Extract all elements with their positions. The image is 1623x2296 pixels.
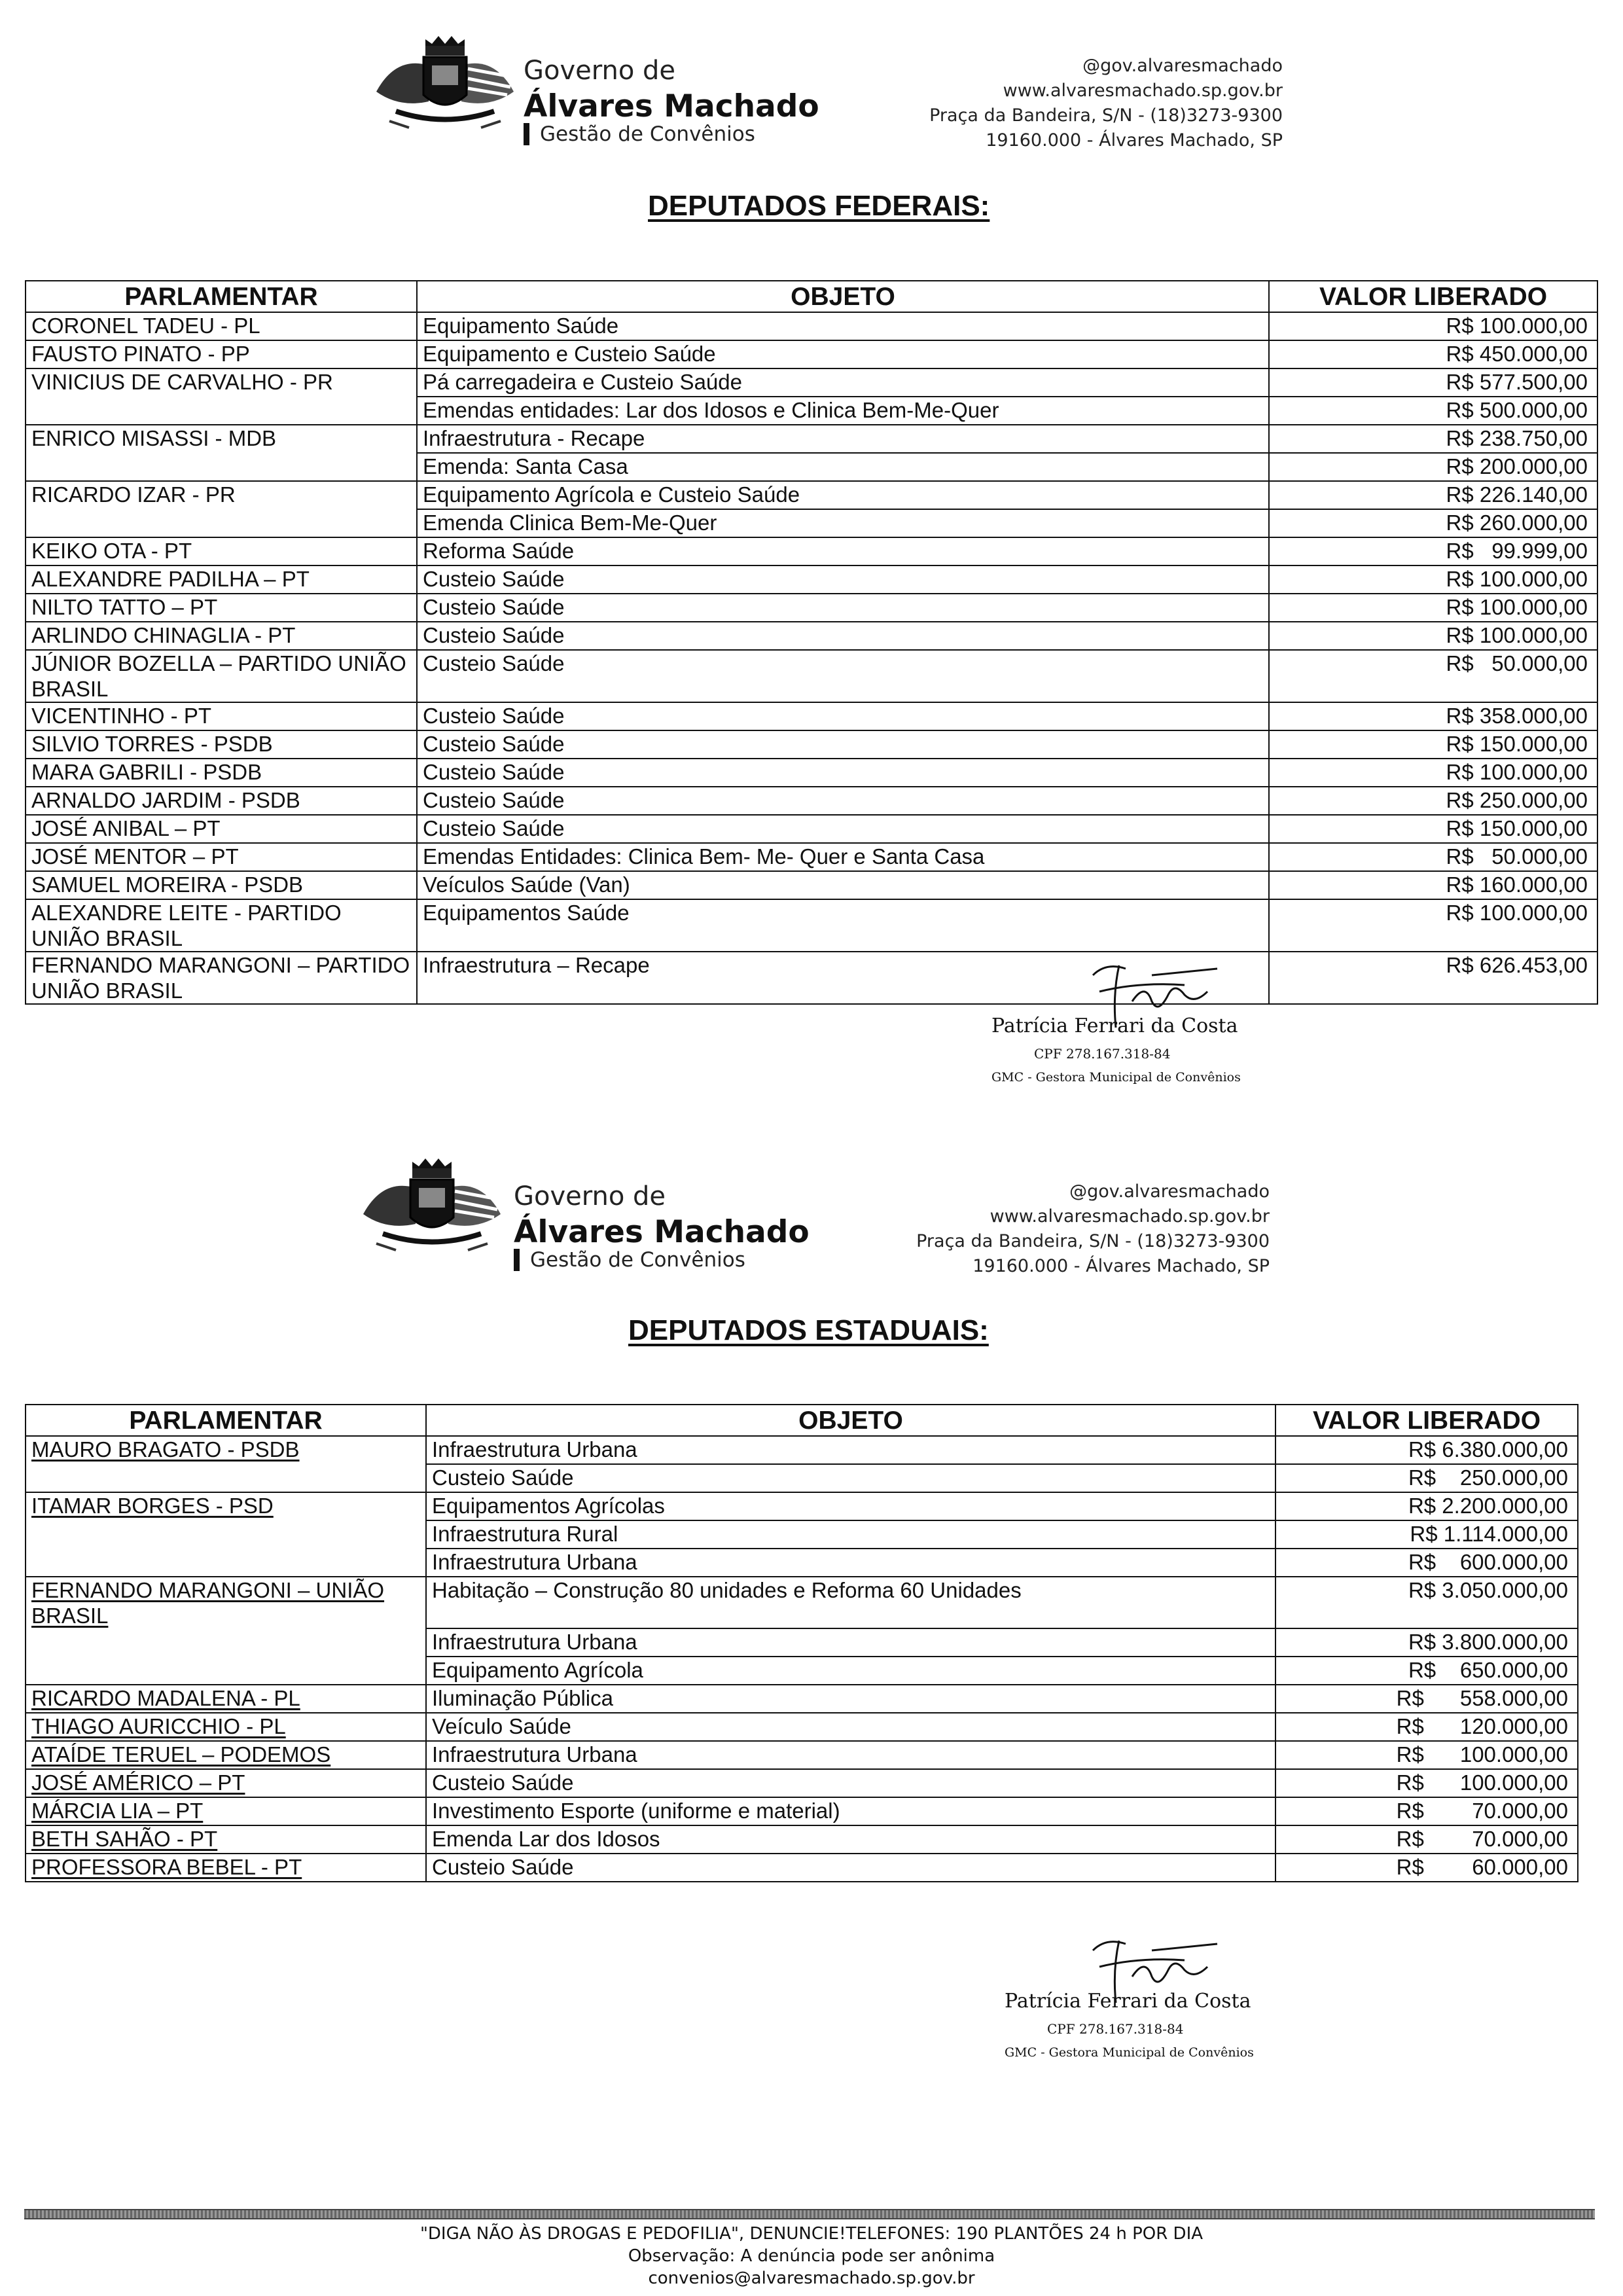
cell-parlamentar: ALEXANDRE PADILHA – PT — [26, 565, 417, 594]
footer-slogan: "DIGA NÃO ÀS DROGAS E PEDOFILIA", DENUNCIE!TELEFONES: 190 PLANTÕES 24 h POR DIA — [419, 2224, 1204, 2244]
cell-objeto: Custeio Saúde — [417, 650, 1269, 702]
table-row — [26, 1769, 1578, 1797]
cell-objeto: Emenda Clinica Bem-Me-Quer — [417, 509, 1269, 537]
cell-parlamentar: VINICIUS DE CARVALHO - PR — [26, 368, 417, 397]
table-row — [26, 1825, 1578, 1854]
contact-website: www.alvaresmachado.sp.gov.br — [990, 1206, 1270, 1227]
table-row — [26, 1436, 1578, 1464]
table-row — [26, 1628, 1578, 1657]
cell-valor: R$ 3.800.000,00 — [1275, 1628, 1578, 1657]
cell-objeto: Custeio Saúde — [426, 1769, 1275, 1797]
table-row — [26, 843, 1597, 871]
table-row — [26, 1464, 1578, 1492]
cell-parlamentar — [26, 1520, 426, 1549]
cell-parlamentar: VICENTINHO - PT — [26, 702, 417, 730]
cell-parlamentar: KEIKO OTA - PT — [26, 537, 417, 565]
cell-parlamentar: RICARDO IZAR - PR — [26, 481, 417, 509]
table-row — [26, 425, 1597, 453]
table-row — [26, 594, 1597, 622]
cell-objeto: Equipamento e Custeio Saúde — [417, 340, 1269, 368]
cell-objeto: Custeio Saúde — [417, 759, 1269, 787]
cell-objeto: Pá carregadeira e Custeio Saúde — [417, 368, 1269, 397]
header-parlamentar: PARLAMENTAR — [26, 1405, 426, 1436]
cell-valor: R$ 70.000,00 — [1275, 1825, 1578, 1854]
cell-valor: R$ 99.999,00 — [1269, 537, 1597, 565]
table-row — [26, 509, 1597, 537]
cell-objeto: Custeio Saúde — [417, 622, 1269, 650]
cell-objeto: Infraestrutura – Recape — [417, 952, 1269, 1004]
table-row — [26, 368, 1597, 397]
contact-social: @gov.alvaresmachado — [1082, 56, 1283, 76]
table-row — [26, 759, 1597, 787]
cell-objeto: Custeio Saúde — [426, 1854, 1275, 1882]
table-row — [26, 453, 1597, 481]
cell-valor: R$ 50.000,00 — [1269, 650, 1597, 702]
cell-parlamentar — [26, 509, 417, 537]
cell-parlamentar: MÁRCIA LIA – PT — [26, 1797, 426, 1825]
cell-valor: R$ 150.000,00 — [1269, 815, 1597, 843]
header-objeto: OBJETO — [417, 281, 1269, 312]
table-row — [26, 787, 1597, 815]
letterhead-contact — [877, 1179, 1270, 1279]
cell-valor: R$ 100.000,00 — [1269, 565, 1597, 594]
cell-valor: R$ 3.050.000,00 — [1275, 1577, 1578, 1628]
cell-objeto: Emendas entidades: Lar dos Idosos e Clinica Bem-Me-Quer — [417, 397, 1269, 425]
cell-objeto: Infraestrutura - Recape — [417, 425, 1269, 453]
cell-objeto: Investimento Esporte (uniforme e material) — [426, 1797, 1275, 1825]
table-row — [26, 340, 1597, 368]
cell-objeto: Infraestrutura Urbana — [426, 1628, 1275, 1657]
cell-objeto: Equipamento Agrícola — [426, 1657, 1275, 1685]
table-row — [26, 1797, 1578, 1825]
cell-parlamentar: JOSÉ ANIBAL – PT — [26, 815, 417, 843]
table-row — [26, 871, 1597, 899]
table-row — [26, 1685, 1578, 1713]
cell-objeto: Emenda Lar dos Idosos — [426, 1825, 1275, 1854]
cell-parlamentar: PROFESSORA BEBEL - PT — [26, 1854, 426, 1882]
table-row — [26, 397, 1597, 425]
cell-valor: R$ 226.140,00 — [1269, 481, 1597, 509]
state-deputies-table — [25, 1404, 1578, 1882]
cell-valor: R$ 120.000,00 — [1275, 1713, 1578, 1741]
table-row — [26, 730, 1597, 759]
table-row — [26, 1657, 1578, 1685]
cell-objeto: Custeio Saúde — [417, 565, 1269, 594]
table-row — [26, 537, 1597, 565]
cell-parlamentar: MARA GABRILI - PSDB — [26, 759, 417, 787]
table-row — [26, 481, 1597, 509]
cell-parlamentar: FERNANDO MARANGONI – PARTIDO UNIÃO BRASIL — [26, 952, 417, 1004]
cell-valor: R$ 626.453,00 — [1269, 952, 1597, 1004]
signature-role-1: GMC - Gestora Municipal de Convênios — [991, 1070, 1241, 1085]
cell-objeto: Infraestrutura Urbana — [426, 1436, 1275, 1464]
cell-valor: R$ 6.380.000,00 — [1275, 1436, 1578, 1464]
letterhead-city-name: Álvares Machado — [524, 88, 819, 124]
cell-valor: R$ 450.000,00 — [1269, 340, 1597, 368]
cell-valor: R$ 100.000,00 — [1269, 622, 1597, 650]
contact-address: Praça da Bandeira, S/N - (18)3273-9300 — [916, 1231, 1270, 1251]
letterhead-city-name: Álvares Machado — [514, 1214, 810, 1250]
cell-objeto: Infraestrutura Urbana — [426, 1741, 1275, 1769]
footer-email: convenios@alvaresmachado.sp.gov.br — [648, 2269, 975, 2288]
cell-valor: R$ 70.000,00 — [1275, 1797, 1578, 1825]
cell-objeto: Iluminação Pública — [426, 1685, 1275, 1713]
cell-parlamentar: NILTO TATTO – PT — [26, 594, 417, 622]
table-row — [26, 1713, 1578, 1741]
table-row — [26, 650, 1597, 702]
table-row — [26, 815, 1597, 843]
cell-valor: R$ 650.000,00 — [1275, 1657, 1578, 1685]
cell-objeto: Reforma Saúde — [417, 537, 1269, 565]
cell-valor: R$ 100.000,00 — [1275, 1741, 1578, 1769]
municipal-crest-logo — [357, 1152, 507, 1257]
cell-parlamentar — [26, 1549, 426, 1577]
cell-parlamentar: FAUSTO PINATO - PP — [26, 340, 417, 368]
cell-objeto: Emendas Entidades: Clinica Bem- Me- Quer e Santa Casa — [417, 843, 1269, 871]
cell-valor: R$ 500.000,00 — [1269, 397, 1597, 425]
table-row — [26, 312, 1597, 340]
cell-valor: R$ 50.000,00 — [1269, 843, 1597, 871]
cell-valor: R$ 260.000,00 — [1269, 509, 1597, 537]
header-valor: VALOR LIBERADO — [1275, 1405, 1578, 1436]
signature-name-1: Patrícia Ferrari da Costa — [991, 1014, 1238, 1037]
cell-valor: R$ 250.000,00 — [1269, 787, 1597, 815]
cell-parlamentar: SAMUEL MOREIRA - PSDB — [26, 871, 417, 899]
letterhead-contact — [890, 54, 1283, 153]
cell-valor: R$ 150.000,00 — [1269, 730, 1597, 759]
cell-parlamentar — [26, 453, 417, 481]
cell-parlamentar — [26, 1657, 426, 1685]
header-parlamentar: PARLAMENTAR — [26, 281, 417, 312]
cell-parlamentar — [26, 1628, 426, 1657]
cell-objeto: Custeio Saúde — [417, 730, 1269, 759]
cell-parlamentar: CORONEL TADEU - PL — [26, 312, 417, 340]
cell-parlamentar: FERNANDO MARANGONI – UNIÃO BRASIL — [26, 1577, 426, 1628]
table-row — [26, 952, 1597, 1004]
municipal-crest-logo — [370, 29, 520, 134]
cell-valor: R$ 160.000,00 — [1269, 871, 1597, 899]
federal-section-title: DEPUTADOS FEDERAIS: — [648, 190, 990, 222]
cell-valor: R$ 358.000,00 — [1269, 702, 1597, 730]
table-row — [26, 1741, 1578, 1769]
cell-objeto: Infraestrutura Urbana — [426, 1549, 1275, 1577]
cell-objeto: Equipamento Agrícola e Custeio Saúde — [417, 481, 1269, 509]
contact-website: www.alvaresmachado.sp.gov.br — [1003, 81, 1283, 101]
table-header-row — [26, 1405, 1578, 1436]
footer-note: Observação: A denúncia pode ser anônima — [628, 2246, 995, 2266]
cell-parlamentar: SILVIO TORRES - PSDB — [26, 730, 417, 759]
table-row — [26, 622, 1597, 650]
signature-cpf-1: CPF 278.167.318-84 — [1034, 1046, 1171, 1062]
cell-objeto: Veículos Saúde (Van) — [417, 871, 1269, 899]
cell-parlamentar: ITAMAR BORGES - PSD — [26, 1492, 426, 1520]
contact-address: Praça da Bandeira, S/N - (18)3273-9300 — [929, 105, 1283, 126]
cell-valor: R$ 100.000,00 — [1269, 594, 1597, 622]
cell-valor: R$ 100.000,00 — [1269, 899, 1597, 952]
cell-objeto: Custeio Saúde — [417, 702, 1269, 730]
cell-parlamentar: ALEXANDRE LEITE - PARTIDO UNIÃO BRASIL — [26, 899, 417, 952]
cell-parlamentar: JÚNIOR BOZELLA – PARTIDO UNIÃO BRASIL — [26, 650, 417, 702]
cell-valor: R$ 100.000,00 — [1269, 759, 1597, 787]
letterhead-department: Gestão de Convênios — [514, 1249, 745, 1271]
cell-valor: R$ 250.000,00 — [1275, 1464, 1578, 1492]
cell-valor: R$ 238.750,00 — [1269, 425, 1597, 453]
cell-objeto: Emenda: Santa Casa — [417, 453, 1269, 481]
footer-divider — [24, 2209, 1595, 2219]
table-row — [26, 1577, 1578, 1628]
contact-postal: 19160.000 - Álvares Machado, SP — [972, 1256, 1270, 1276]
contact-postal: 19160.000 - Álvares Machado, SP — [986, 130, 1283, 151]
cell-valor: R$ 558.000,00 — [1275, 1685, 1578, 1713]
cell-objeto: Veículo Saúde — [426, 1713, 1275, 1741]
cell-objeto: Habitação – Construção 80 unidades e Reforma 60 Unidades — [426, 1577, 1275, 1628]
cell-objeto: Custeio Saúde — [417, 815, 1269, 843]
cell-objeto: Equipamentos Agrícolas — [426, 1492, 1275, 1520]
cell-objeto: Equipamentos Saúde — [417, 899, 1269, 952]
table-row — [26, 899, 1597, 952]
table-row — [26, 565, 1597, 594]
table-row — [26, 1520, 1578, 1549]
cell-valor: R$ 200.000,00 — [1269, 453, 1597, 481]
header-valor: VALOR LIBERADO — [1269, 281, 1597, 312]
cell-parlamentar: ARNALDO JARDIM - PSDB — [26, 787, 417, 815]
cell-valor: R$ 600.000,00 — [1275, 1549, 1578, 1577]
cell-parlamentar: ARLINDO CHINAGLIA - PT — [26, 622, 417, 650]
signature-role-2: GMC - Gestora Municipal de Convênios — [1005, 2045, 1254, 2060]
table-row — [26, 1549, 1578, 1577]
table-row — [26, 1854, 1578, 1882]
table-row — [26, 1492, 1578, 1520]
cell-valor: R$ 577.500,00 — [1269, 368, 1597, 397]
table-row — [26, 702, 1597, 730]
table-header-row — [26, 281, 1597, 312]
cell-objeto: Infraestrutura Rural — [426, 1520, 1275, 1549]
state-section-title: DEPUTADOS ESTADUAIS: — [628, 1314, 989, 1346]
cell-parlamentar: JOSÉ MENTOR – PT — [26, 843, 417, 871]
cell-parlamentar — [26, 397, 417, 425]
signature-name-2: Patrícia Ferrari da Costa — [1005, 1990, 1251, 2013]
cell-parlamentar: ATAÍDE TERUEL – PODEMOS — [26, 1741, 426, 1769]
cell-objeto: Custeio Saúde — [426, 1464, 1275, 1492]
cell-objeto: Custeio Saúde — [417, 787, 1269, 815]
cell-parlamentar: RICARDO MADALENA - PL — [26, 1685, 426, 1713]
cell-objeto: Custeio Saúde — [417, 594, 1269, 622]
cell-valor: R$ 2.200.000,00 — [1275, 1492, 1578, 1520]
cell-parlamentar: MAURO BRAGATO - PSDB — [26, 1436, 426, 1464]
letterhead-line1: Governo de — [514, 1181, 666, 1211]
cell-objeto: Equipamento Saúde — [417, 312, 1269, 340]
cell-valor: R$ 100.000,00 — [1269, 312, 1597, 340]
letterhead-line1: Governo de — [524, 56, 676, 86]
letterhead-department: Gestão de Convênios — [524, 123, 755, 145]
cell-valor: R$ 60.000,00 — [1275, 1854, 1578, 1882]
cell-valor: R$ 100.000,00 — [1275, 1769, 1578, 1797]
contact-social: @gov.alvaresmachado — [1069, 1181, 1270, 1202]
cell-parlamentar: THIAGO AURICCHIO - PL — [26, 1713, 426, 1741]
cell-parlamentar: BETH SAHÃO - PT — [26, 1825, 426, 1854]
signature-cpf-2: CPF 278.167.318-84 — [1047, 2021, 1184, 2037]
federal-deputies-table — [25, 280, 1598, 1005]
cell-parlamentar — [26, 1464, 426, 1492]
header-objeto: OBJETO — [426, 1405, 1275, 1436]
cell-valor: R$ 1.114.000,00 — [1275, 1520, 1578, 1549]
cell-parlamentar: JOSÉ AMÉRICO – PT — [26, 1769, 426, 1797]
cell-parlamentar: ENRICO MISASSI - MDB — [26, 425, 417, 453]
